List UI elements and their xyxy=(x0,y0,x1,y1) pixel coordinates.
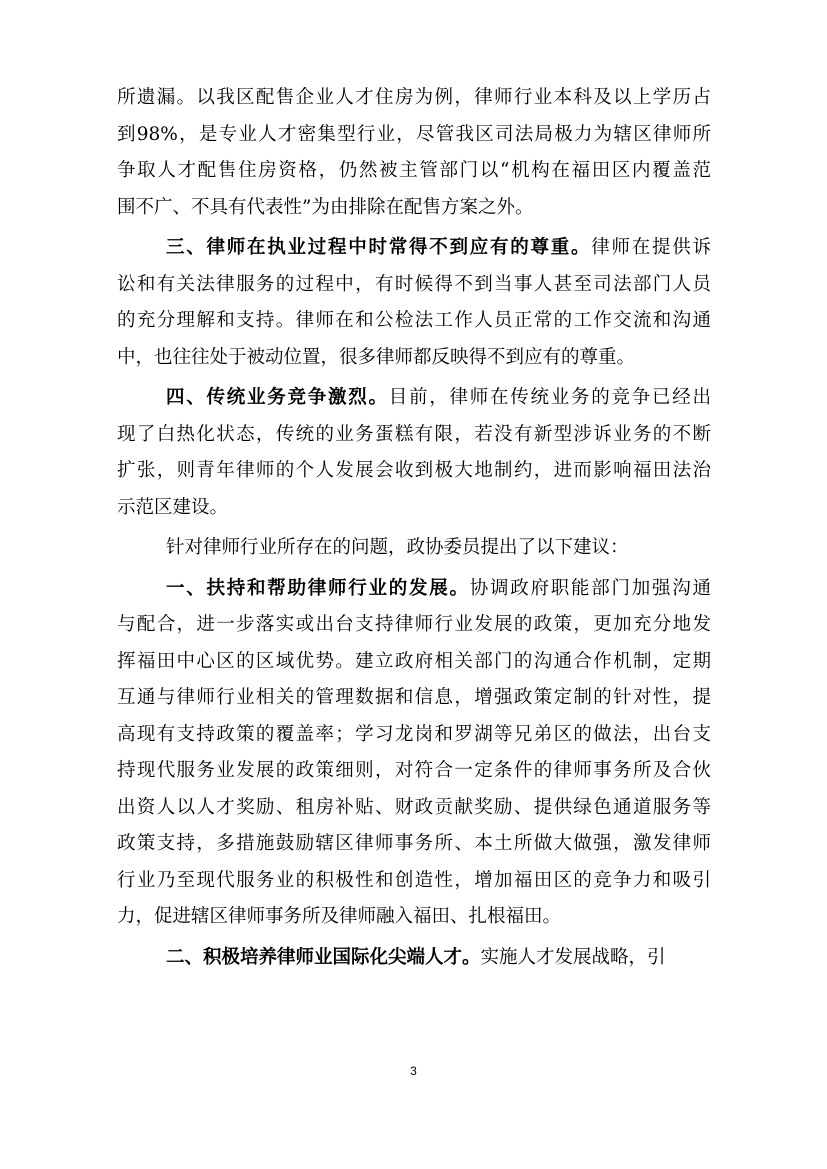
page-number: 3 xyxy=(410,1064,417,1078)
text-line xyxy=(117,571,711,608)
text-line xyxy=(117,530,711,567)
line-text: 争取人才配售住房资格，仍然被主管部门以“机构在福田区内覆盖范 xyxy=(117,160,711,181)
text-line xyxy=(117,607,711,644)
heading-text: 三、律师在执业过程中时常得不到应有的尊重。 xyxy=(166,237,592,258)
heading-text: 一、扶持和帮助律师行业的发展。 xyxy=(166,577,470,599)
line-text: 互通与律师行业相关的管理数据和信息，增强政策定制的针对性，提 xyxy=(117,687,711,708)
line-text: 目前，律师在传统业务的竞争已经出 xyxy=(388,387,711,408)
text-line xyxy=(117,153,711,190)
text-line xyxy=(117,453,711,490)
line-text: 的充分理解和支持。律师在和公检法工作人员正常的工作交流和沟通 xyxy=(117,310,711,331)
line-text: 律师在提供诉 xyxy=(591,237,711,258)
text-line xyxy=(117,790,711,827)
text-line xyxy=(117,80,711,117)
text-line xyxy=(117,490,711,527)
text-line xyxy=(117,190,711,227)
line-text: 协调政府职能部门加强沟通 xyxy=(469,577,711,599)
line-text: 讼和有关法律服务的过程中，有时候得不到当事人甚至司法部门人员 xyxy=(117,273,711,295)
paragraph xyxy=(117,940,711,977)
line-text: 中，也往往处于被动位置，很多律师都反映得不到应有的尊重。 xyxy=(117,346,636,368)
paragraph xyxy=(117,571,711,936)
text-line xyxy=(117,303,711,340)
line-text: 力，促进辖区律师事务所及律师融入福田、扎根福田。 xyxy=(117,906,562,927)
body-text xyxy=(117,80,711,980)
line-text: 针对律师行业所存在的问题，政协委员提出了以下建议： xyxy=(166,537,629,558)
text-line xyxy=(117,753,711,790)
text-line xyxy=(117,940,711,977)
text-line xyxy=(117,899,711,936)
paragraph xyxy=(117,530,711,567)
paragraph xyxy=(117,380,711,526)
line-text: 行业乃至现代服务业的积极性和创造性，增加福田区的竞争力和吸引 xyxy=(117,869,711,891)
line-text: 扩张，则青年律师的个人发展会收到极大地制约，进而影响福田法治 xyxy=(117,460,711,481)
line-text: 持现代服务业发展的政策细则，对符合一定条件的律师事务所及合伙 xyxy=(117,760,711,781)
line-text: 挥福田中心区的区域优势。建立政府相关部门的沟通合作机制，定期 xyxy=(117,650,711,672)
line-text: 围不广、不具有代表性”为由排除在配售方案之外。 xyxy=(117,196,534,218)
text-line xyxy=(117,380,711,417)
text-line xyxy=(117,826,711,863)
line-text: 所遗漏。以我区配售企业人才住房为例，律师行业本科及以上学历占 xyxy=(117,87,711,108)
text-line xyxy=(117,267,711,304)
paragraph xyxy=(117,230,711,376)
heading-text: 二、积极培养律师业国际化尖端人才。 xyxy=(166,946,481,968)
text-line xyxy=(117,340,711,377)
line-text: 示范区建设。 xyxy=(117,496,229,518)
line-text: 与配合，进一步落实或出台支持律师行业发展的政策，更加充分地发 xyxy=(117,614,711,635)
paragraph xyxy=(117,80,711,226)
text-line xyxy=(117,417,711,454)
text-line xyxy=(117,863,711,900)
line-text: 高现有支持政策的覆盖率；学习龙岗和罗湖等兄弟区的做法，出台支 xyxy=(117,723,711,745)
text-line xyxy=(117,230,711,267)
text-line xyxy=(117,680,711,717)
line-text: 现了白热化状态，传统的业务蛋糕有限，若没有新型涉诉业务的不断 xyxy=(117,423,711,445)
line-text: 政策支持，多措施鼓励辖区律师事务所、本土所做大做强，激发律师 xyxy=(117,833,711,854)
heading-text: 四、传统业务竞争激烈。 xyxy=(166,387,389,408)
line-text: 到98%，是专业人才密集型行业，尽管我区司法局极力为辖区律师所 xyxy=(117,123,711,145)
text-line xyxy=(117,117,711,154)
line-text: 实施人才发展战略，引 xyxy=(480,946,666,968)
text-line xyxy=(117,644,711,681)
text-line xyxy=(117,717,711,754)
line-text: 出资人以人才奖励、租房补贴、财政贡献奖励、提供绿色通道服务等 xyxy=(117,796,711,818)
